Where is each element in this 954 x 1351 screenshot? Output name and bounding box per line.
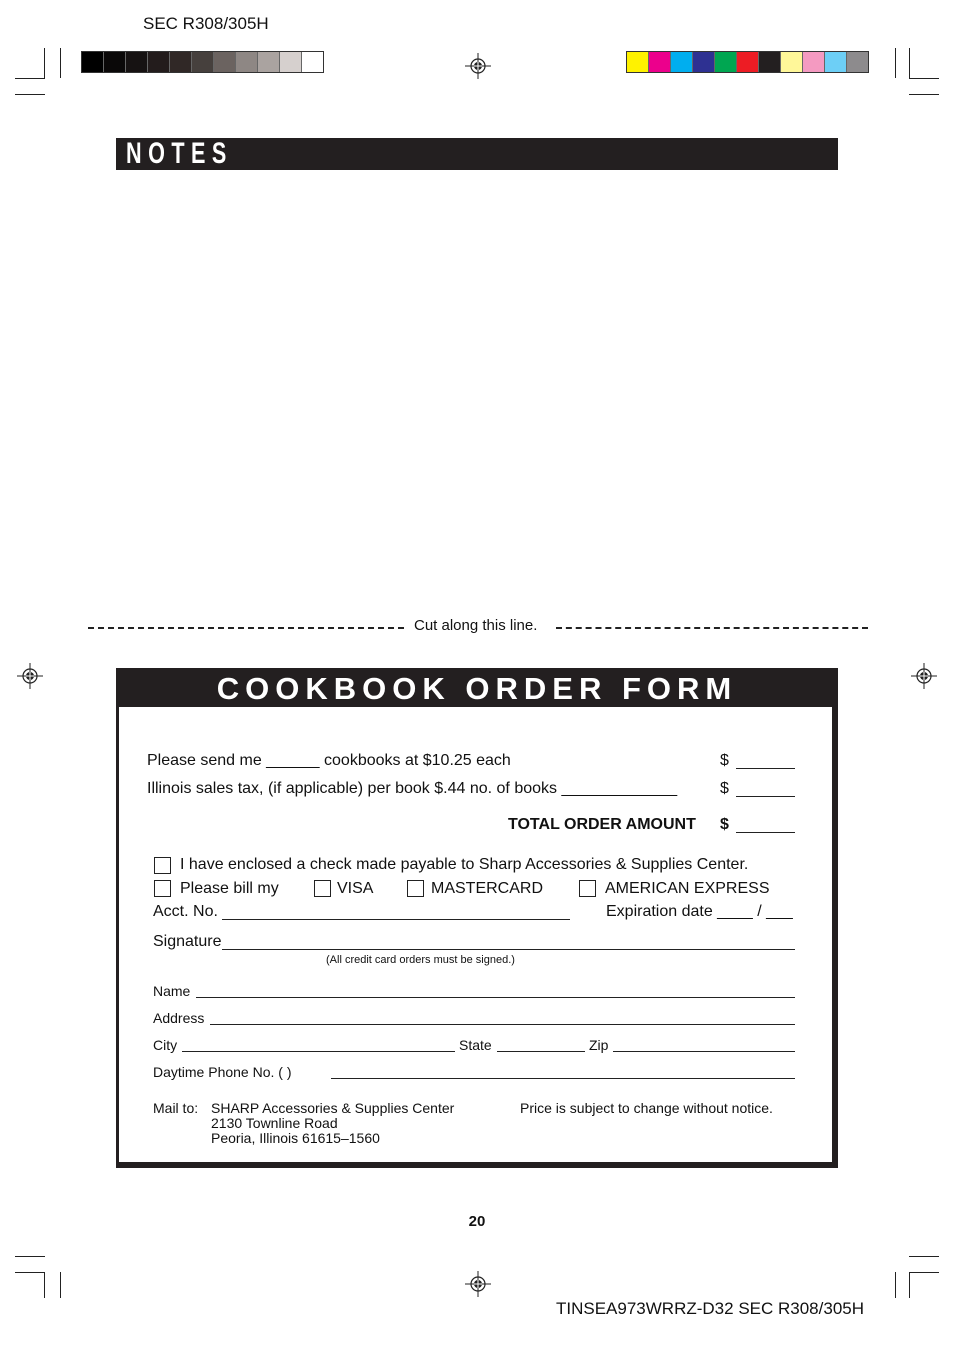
- registration-mark-icon: [17, 663, 43, 689]
- color-swatch: [759, 52, 781, 72]
- crop-mark: [15, 1272, 45, 1273]
- cookbook-quantity-line: Please send me ______ cookbooks at $10.25 each: [147, 752, 511, 769]
- order-form-shadow: [116, 1162, 838, 1168]
- color-swatch: [214, 52, 236, 72]
- cut-line-left: [88, 627, 404, 629]
- registration-mark-icon: [465, 53, 491, 79]
- zip-label: Zip: [589, 1037, 609, 1053]
- amex-label: AMERICAN EXPRESS: [605, 880, 770, 897]
- mastercard-label: MASTERCARD: [431, 880, 544, 897]
- mail-address-line: Peoria, Illinois 61615–1560: [211, 1130, 380, 1146]
- notes-title: NOTES: [126, 137, 233, 170]
- color-swatch: [104, 52, 126, 72]
- amex-checkbox[interactable]: [579, 880, 596, 897]
- cut-line-right: [556, 627, 868, 629]
- mail-address-line: SHARP Accessories & Supplies Center: [211, 1100, 455, 1116]
- crop-mark: [909, 94, 939, 95]
- check-enclosed-checkbox[interactable]: [154, 857, 171, 874]
- crop-mark: [909, 78, 939, 79]
- order-form-shadow: [832, 707, 838, 1168]
- price-notice: Price is subject to change without notice.: [520, 1100, 773, 1116]
- zip-field[interactable]: [613, 1051, 795, 1052]
- state-label: State: [459, 1037, 492, 1053]
- dollar-sign: $: [720, 816, 729, 833]
- color-swatch: [825, 52, 847, 72]
- signature-label: Signature: [153, 933, 222, 950]
- crop-mark: [909, 1256, 939, 1257]
- signature-note: (All credit card orders must be signed.): [326, 954, 515, 966]
- expiration-date-field[interactable]: Expiration date ____ / ___: [606, 903, 793, 920]
- crop-mark: [60, 48, 61, 78]
- city-field[interactable]: [182, 1051, 455, 1052]
- total-label: TOTAL ORDER AMOUNT: [508, 816, 696, 833]
- account-number-field[interactable]: [222, 919, 570, 920]
- crop-mark: [44, 1272, 45, 1298]
- tax-field[interactable]: [736, 796, 795, 797]
- color-swatch: [737, 52, 759, 72]
- bill-me-checkbox[interactable]: [154, 880, 171, 897]
- bill-me-label: Please bill my: [180, 880, 279, 897]
- color-swatch: [148, 52, 170, 72]
- page-number: 20: [468, 1213, 486, 1230]
- header-code: SEC R308/305H: [143, 14, 269, 33]
- crop-mark: [15, 78, 45, 79]
- sales-tax-line: Illinois sales tax, (if applicable) per book $.44 no. of books _____________: [147, 780, 678, 797]
- color-swatch: [781, 52, 803, 72]
- name-label: Name: [153, 983, 191, 999]
- mail-to-label: Mail to:: [153, 1100, 199, 1116]
- crop-mark: [909, 1272, 910, 1298]
- color-swatch: [280, 52, 302, 72]
- registration-mark-icon: [911, 663, 937, 689]
- state-field[interactable]: [497, 1051, 585, 1052]
- color-swatch: [192, 52, 214, 72]
- color-swatch: [258, 52, 280, 72]
- process-color-bar: [626, 51, 869, 73]
- color-swatch: [627, 52, 649, 72]
- color-swatch: [126, 52, 148, 72]
- color-swatch: [170, 52, 192, 72]
- total-field[interactable]: [736, 832, 795, 833]
- crop-mark: [909, 48, 910, 78]
- crop-mark: [895, 48, 896, 78]
- phone-field[interactable]: [331, 1078, 795, 1079]
- footer-code: TINSEA973WRRZ-D32 SEC R308/305H: [556, 1299, 865, 1318]
- color-swatch: [82, 52, 104, 72]
- visa-checkbox[interactable]: [314, 880, 331, 897]
- name-field[interactable]: [196, 997, 795, 998]
- subtotal-field[interactable]: [736, 768, 795, 769]
- mastercard-checkbox[interactable]: [407, 880, 424, 897]
- crop-mark: [44, 48, 45, 78]
- address-field[interactable]: [210, 1024, 795, 1025]
- address-label: Address: [153, 1010, 205, 1026]
- color-swatch: [847, 52, 868, 72]
- grayscale-color-bar: [81, 51, 324, 73]
- crop-mark: [60, 1272, 61, 1298]
- dollar-sign: $: [720, 752, 729, 769]
- color-swatch: [302, 52, 323, 72]
- order-form-title: COOKBOOK ORDER FORM: [216, 671, 738, 706]
- account-number-label: Acct. No.: [153, 903, 218, 920]
- dollar-sign: $: [720, 780, 729, 797]
- city-label: City: [153, 1037, 178, 1053]
- crop-mark: [909, 1272, 939, 1273]
- color-swatch: [803, 52, 825, 72]
- color-swatch: [236, 52, 258, 72]
- registration-mark-icon: [465, 1271, 491, 1297]
- mail-address-line: 2130 Townline Road: [211, 1115, 338, 1131]
- visa-label: VISA: [337, 880, 374, 897]
- color-swatch: [649, 52, 671, 72]
- signature-field[interactable]: [222, 949, 795, 950]
- color-swatch: [693, 52, 715, 72]
- crop-mark: [15, 1256, 45, 1257]
- color-swatch: [715, 52, 737, 72]
- phone-label: Daytime Phone No. ( ): [153, 1064, 292, 1080]
- crop-mark: [15, 94, 45, 95]
- color-swatch: [671, 52, 693, 72]
- crop-mark: [895, 1272, 896, 1298]
- check-enclosed-label: I have enclosed a check made payable to Sharp Accessories & Supplies Center.: [180, 856, 749, 873]
- cut-line-label: Cut along this line.: [414, 617, 538, 634]
